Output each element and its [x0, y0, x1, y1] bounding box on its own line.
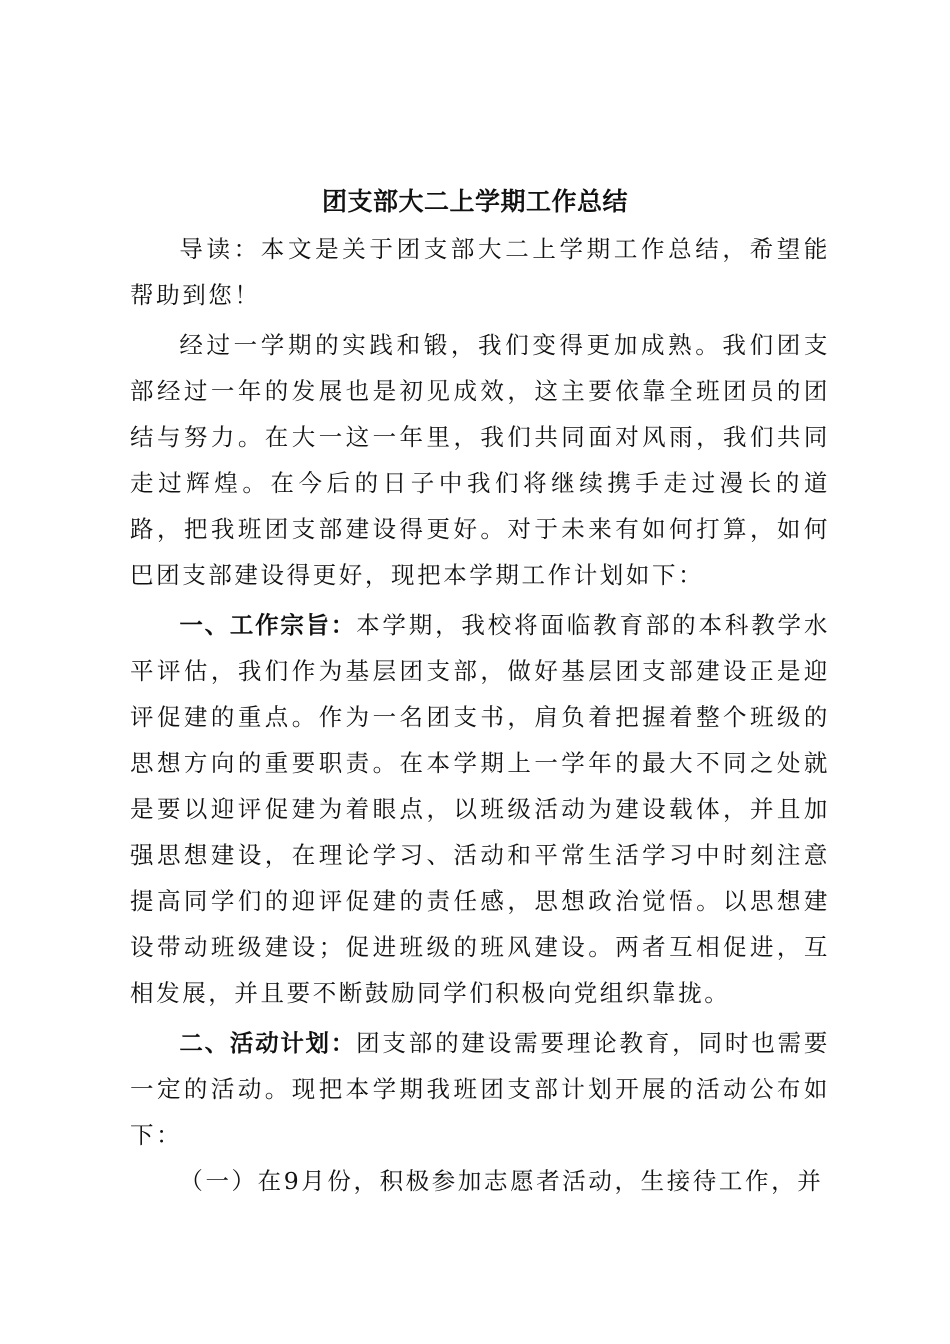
intro-paragraph: 导读：本文是关于团支部大二上学期工作总结，希望能帮助到您！ — [130, 235, 830, 309]
section-1-heading: 一、工作宗旨： — [179, 611, 357, 639]
section-2-paragraph — [130, 1020, 830, 1158]
section-2-text: 团支部的建设需要理论教育，同时也需要一定的活动。现把本学期我班团支部计划开展的活动公布如下： — [130, 1029, 831, 1149]
item-1-paragraph: （一）在9月份，积极参加志愿者活动，生接待工作，并 — [179, 1167, 824, 1195]
section-2-heading: 二、活动计划： — [179, 1029, 357, 1057]
paragraph-1: 经过一学期的实践和锻，我们变得更加成熟。我们团支部经过一年的发展也是初见成效，这主要依靠全班团员的团结与努力。在大一这一年里，我们共同面对风雨，我们共同走过辉煌。在今后的日子中我们将继续携手走过漫长的道路，把我班团支部建设得更好。对于未来有如何打算，如何巴团支部建设得更好，现把本学期工作计划如下： — [130, 331, 830, 589]
section-1-text: 本学期，我校将面临教育部的本科教学水平评估，我们作为基层团支部，做好基层团支部建设正是迎评促建的重点。作为一名团支书，肩负着把握着整个班级的思想方向的重要职责。在本学期上一学年的最大不同之处就是要以迎评促建为着眼点，以班级活动为建设载体，并且加强思想建设，在理论学习、活动和平常生活学习中时刻注意提高同学们的迎评促建的责任感，思想政治觉悟。以思想建设带动班级建设；促进班级的班风建设。两者互相促进，互相发展，并且要不断鼓励同学们积极向党组织靠拢。 — [130, 611, 831, 1007]
document-body — [130, 226, 830, 1204]
document-title: 团支部大二上学期工作总结 — [321, 187, 628, 216]
section-1-paragraph — [130, 602, 830, 1016]
